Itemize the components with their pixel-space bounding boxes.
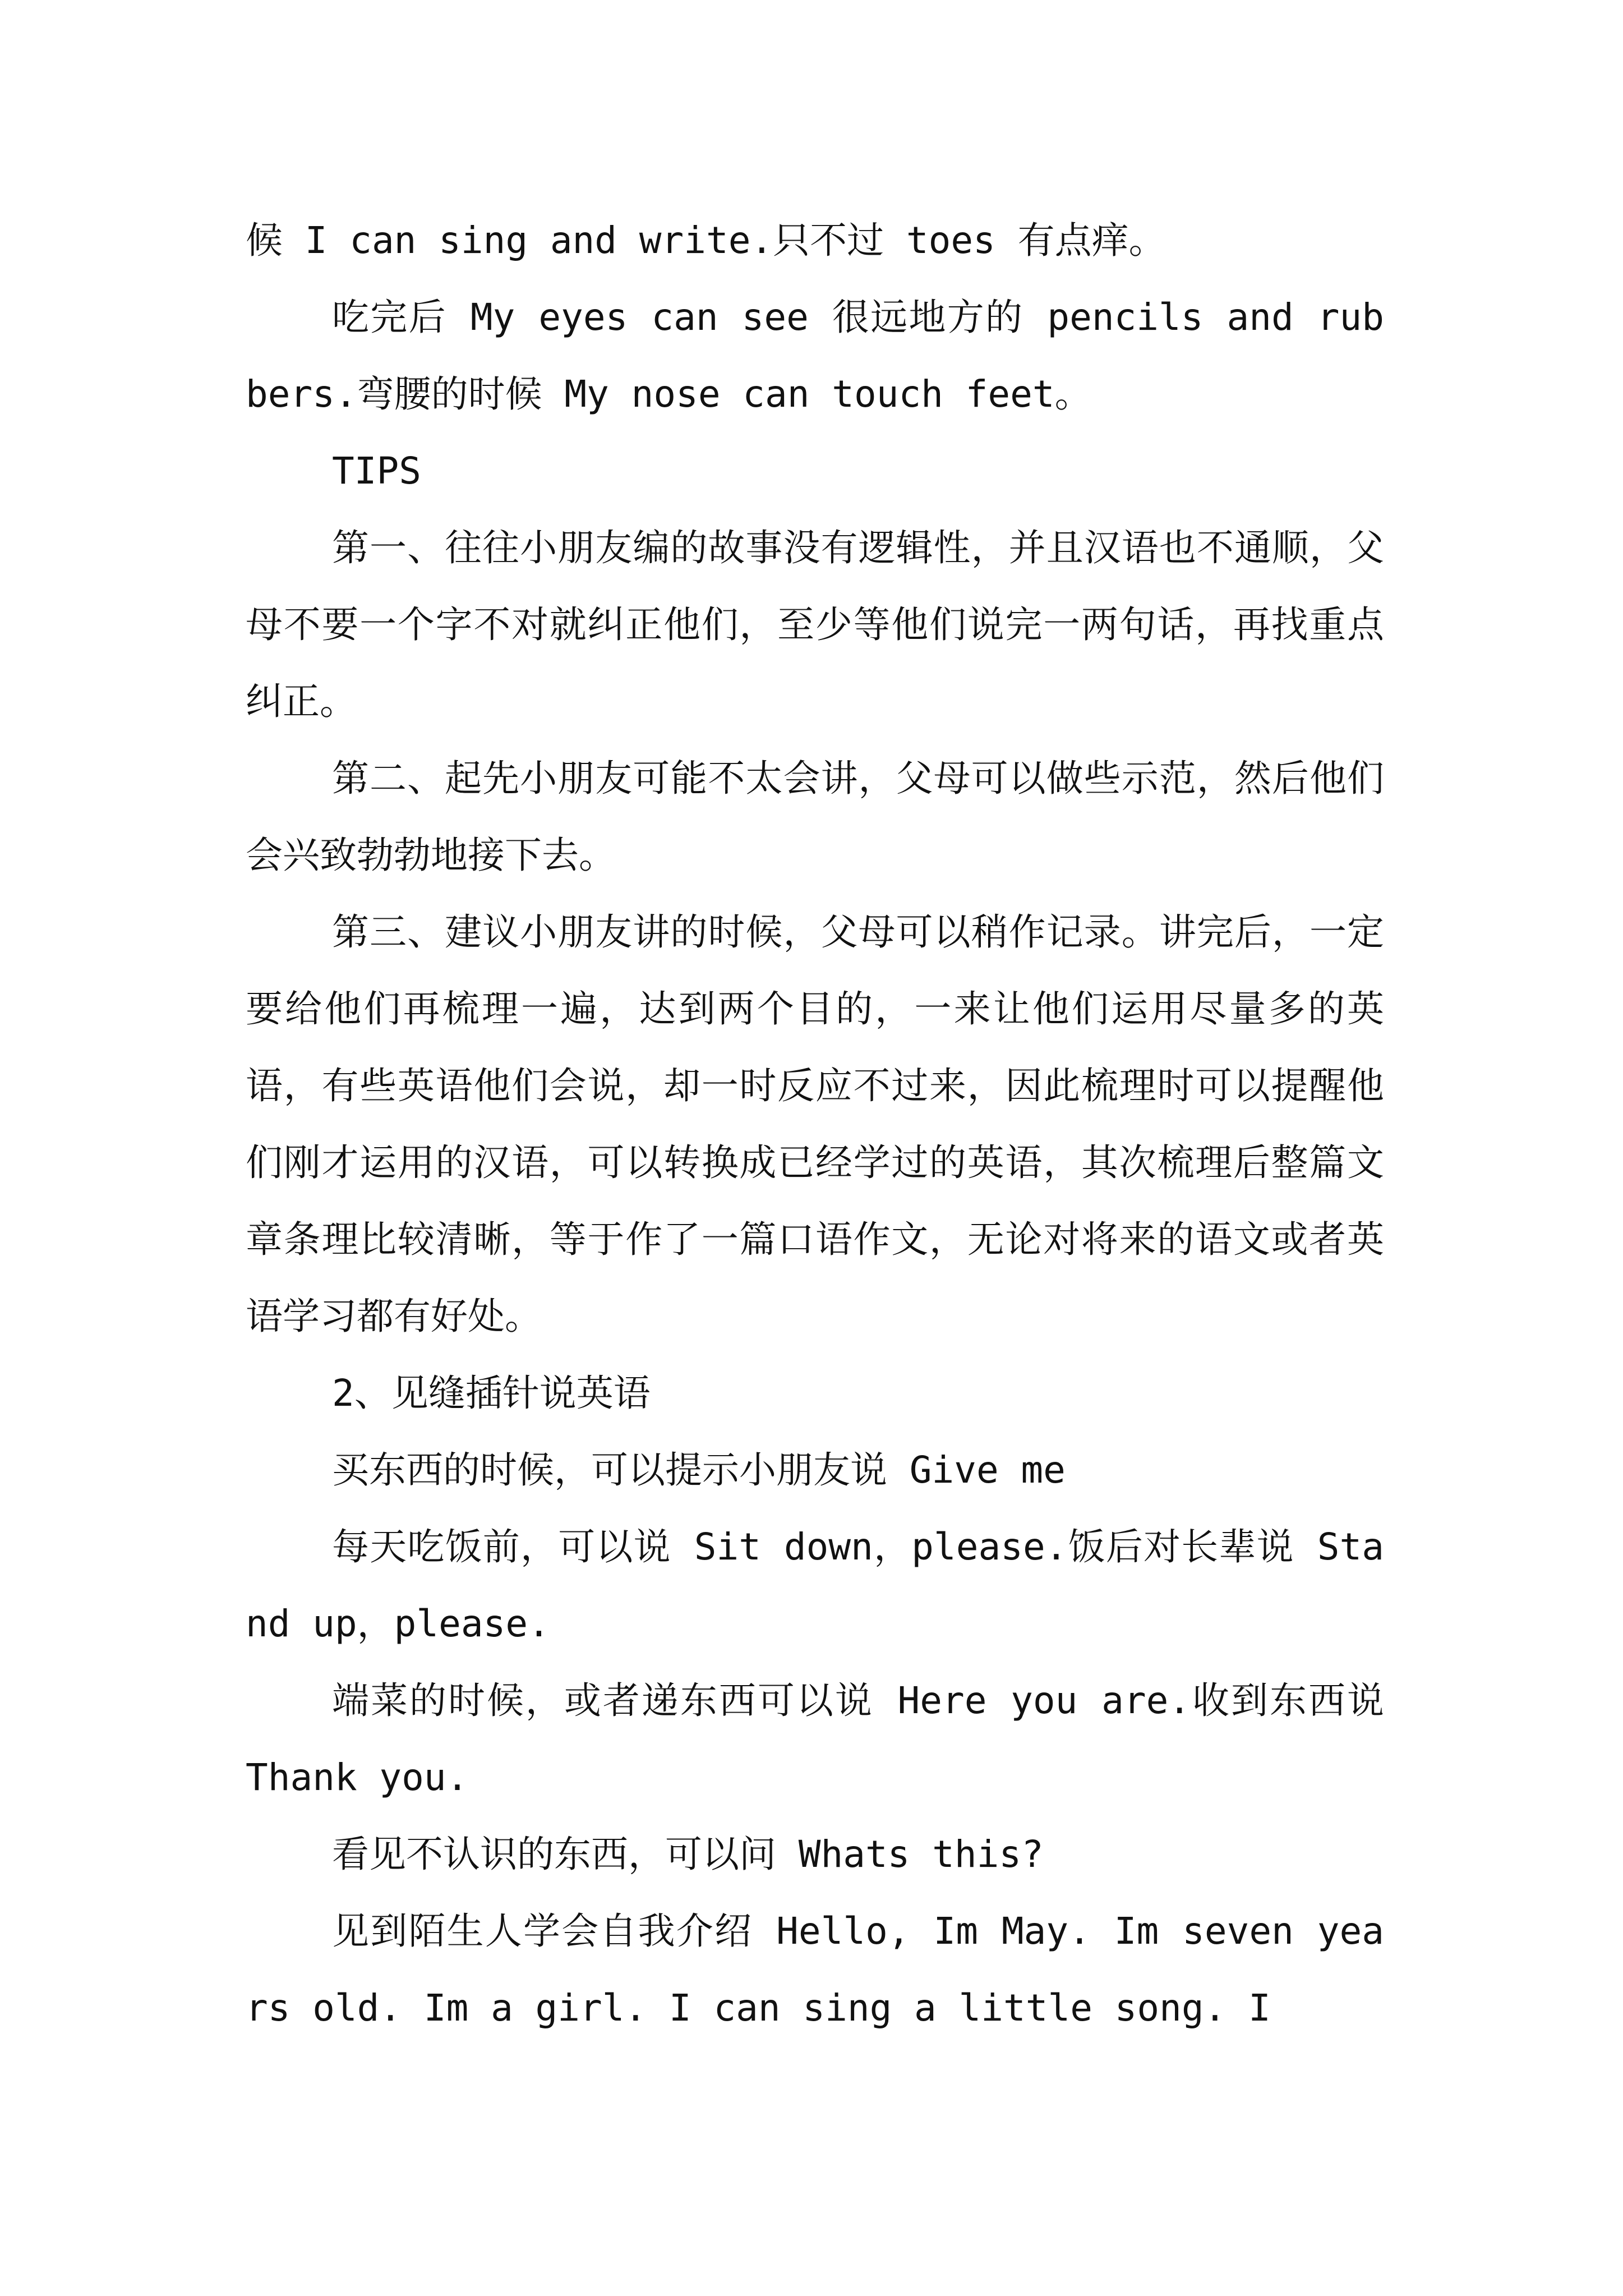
section-heading: TIPS [332,449,421,493]
paragraph: 看见不认识的东西，可以问 Whats this? [332,1833,1044,1876]
paragraph: 第一、往往小朋友编的故事没有逻辑性，并且汉语也不通顺，父母不要一个字不对就纠正他们，至少等他们说完一两句话，再找重点纠正。 [246,526,1384,723]
paragraph: 端菜的时候，或者递东西可以说 Here you are.收到东西说 Thank you. [246,1679,1384,1799]
paragraph: 见到陌生人学会自我介绍 Hello, Im May. Im seven years old. Im a girl. I can sing a little song. I [246,1910,1384,2030]
paragraph: 每天吃饭前，可以说 Sit down，please.饭后对长辈说 Stand up，please. [246,1525,1384,1645]
paragraph: 吃完后 My eyes can see 很远地方的 pencils and rubbers.弯腰的时候 My nose can touch feet。 [246,296,1384,416]
paragraph: 候 I can sing and write.只不过 toes 有点痒。 [246,219,1166,262]
paragraph: 第三、建议小朋友讲的时候，父母可以稍作记录。讲完后，一定要给他们再梳理一遍，达到两个目的，一来让他们运用尽量多的英语，有些英语他们会说，却一时反应不过来，因此梳理时可以提醒他们刚才运用的汉语，可以转换成已经学过的英语，其次梳理后整篇文章条理比较清晰，等于作了一篇口语作文，无论对将来的语文或者英语学习都有好处。 [246,910,1384,1338]
paragraph: 第二、起先小朋友可能不太会讲，父母可以做些示范，然后他们会兴致勃勃地接下去。 [246,757,1384,877]
paragraph: 买东西的时候，可以提示小朋友说 Give me [332,1448,1066,1492]
document-body [246,202,1384,2046]
section-heading: 2、见缝插针说英语 [332,1372,651,1415]
